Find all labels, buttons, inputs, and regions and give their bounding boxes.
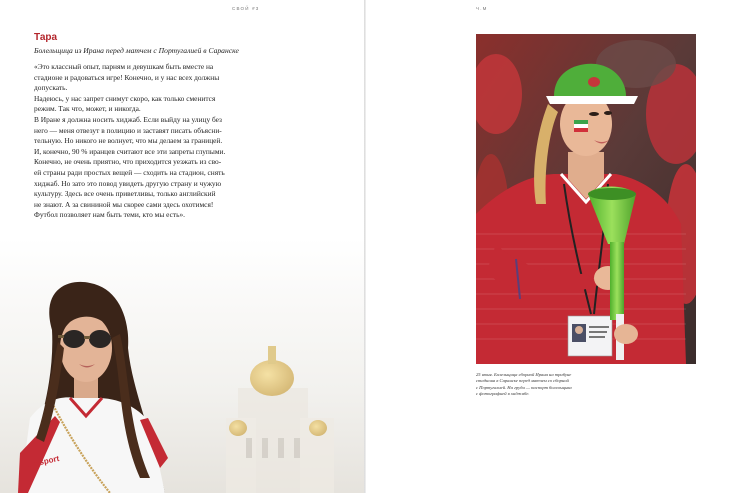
body-line: культуру. Здесь все очень приветливы, только английский [34, 189, 216, 199]
body-line: ей страны ради простых вещей — сходить на стадион, снять [34, 167, 225, 177]
body-line: него — меня отвезут в полицию и заставят писать объясни- [34, 125, 222, 135]
article-subtitle: Болельщица из Ирана перед матчем с Португалией в Саранске [34, 46, 239, 55]
caption-line: 25 июня. Болельщица сборной Ирана на трибуне [476, 372, 572, 377]
body-line: В Иране я должна носить хиджаб. Если выйду на улицу без [34, 114, 222, 124]
body-line: тельную. Но никого не волнует, что мы делаем за границей. [34, 136, 223, 146]
body-line: допускать. [34, 83, 68, 93]
body-line: Конечно, не очень приятно, что приходится уезжать из сво- [34, 157, 222, 167]
body-line: Надеюсь, у нас запрет снимут скоро, как только сменится [34, 93, 216, 103]
right-running-head: Ч.М [476, 6, 488, 11]
body-line: не знают. А за свининой мы скорее сами здесь охотимся! [34, 199, 214, 209]
left-page [0, 0, 364, 493]
caption-line: с Португалией. На груди — паспорт болельщика [476, 384, 572, 390]
interviewee-name: Тара [34, 32, 58, 43]
body-line: «Это классный опыт, парням и девушкам быть вместе на [34, 62, 214, 71]
article-body [34, 62, 260, 221]
caption-line: стадиона в Саранске перед матчем со сборной [476, 378, 569, 384]
body-line: Футбол позволяет нам быть теми, кто мы есть». [34, 210, 186, 220]
caption-line: с фотографией в хиджабе. [476, 391, 530, 397]
shirt-brand-text: uhlsport [26, 453, 60, 470]
right-page [366, 0, 730, 493]
body-line: хиджаб. Но зато это повод увидеть другую страну и чужую [34, 178, 222, 188]
photo-caption [476, 372, 596, 398]
body-line: стадионе и радоваться игре! Конечно, и у нас всех должны [34, 72, 220, 82]
fan-stadium-photo [476, 34, 696, 364]
body-line: И, конечно, 90 % иранцев считают все эти запреты глупыми. [34, 146, 226, 156]
left-running-head: СВОЙ #3 [232, 6, 260, 11]
body-line: режим. Так что, может, и никогда. [34, 104, 141, 114]
fan-portrait-photo [0, 238, 364, 493]
